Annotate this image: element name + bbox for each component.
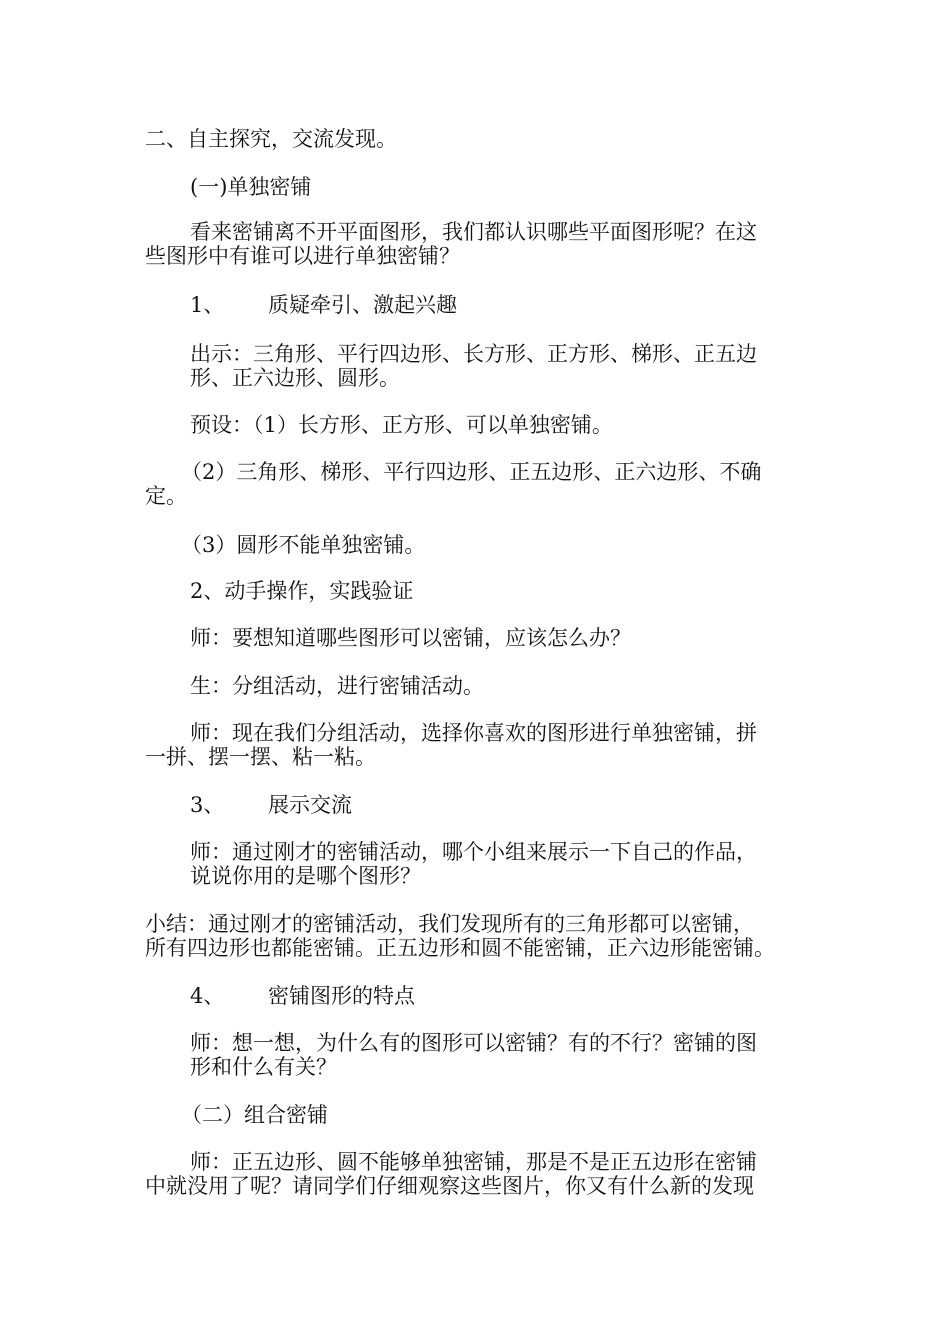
section-title: 二、自主探究，交流发现。 [145,127,397,151]
paragraph-student-1: 生：分组活动，进行密铺活动。 [190,674,484,698]
subsection-heading-combined-tiling: （二）组合密铺 [181,1103,328,1127]
paragraph-teacher-5: 师：正五边形、圆不能够单独密铺，那是不是正五边形在密铺 中就没用了呢？请同学们仔细观察这些图片，你又有什么新的发现 [145,1150,757,1198]
step-1-heading: 1、 质疑牵引、激起兴趣 [190,293,457,317]
subsection-heading-single-tiling: (一)单独密铺 [190,175,312,199]
paragraph-preset-3: （3）圆形不能单独密铺。 [181,533,426,557]
paragraph-preset-2: （2）三角形、梯形、平行四边形、正五边形、正六边形、不确 定。 [145,460,762,508]
paragraph-teacher-4: 师：想一想，为什么有的图形可以密铺？有的不行？密铺的图 形和什么有关？ [190,1031,757,1079]
paragraph-show-shapes: 出示：三角形、平行四边形、长方形、正方形、梯形、正五边 形、正六边形、圆形。 [190,342,757,390]
paragraph-teacher-1: 师：要想知道哪些图形可以密铺，应该怎么办？ [190,626,631,650]
paragraph-teacher-3: 师：通过刚才的密铺活动，哪个小组来展示一下自己的作品， 说说你用的是哪个图形？ [190,840,757,888]
step-2-heading: 2、动手操作，实践验证 [190,579,414,603]
paragraph-summary: 小结：通过刚才的密铺活动，我们发现所有的三角形都可以密铺， 所有四边形也都能密铺。正五边形和圆不能密铺，正六边形能密铺。 [145,912,775,960]
paragraph-teacher-2: 师：现在我们分组活动，选择你喜欢的图形进行单独密铺，拼 一拼、摆一摆、粘一粘。 [145,721,757,769]
paragraph-intro: 看来密铺离不开平面图形，我们都认识哪些平面图形呢？在这 些图形中有谁可以进行单独密铺？ [145,220,757,268]
step-4-heading: 4、 密铺图形的特点 [190,984,415,1008]
paragraph-preset-1: 预设：（1）长方形、正方形、可以单独密铺。 [190,413,613,437]
step-3-heading: 3、 展示交流 [190,793,352,817]
